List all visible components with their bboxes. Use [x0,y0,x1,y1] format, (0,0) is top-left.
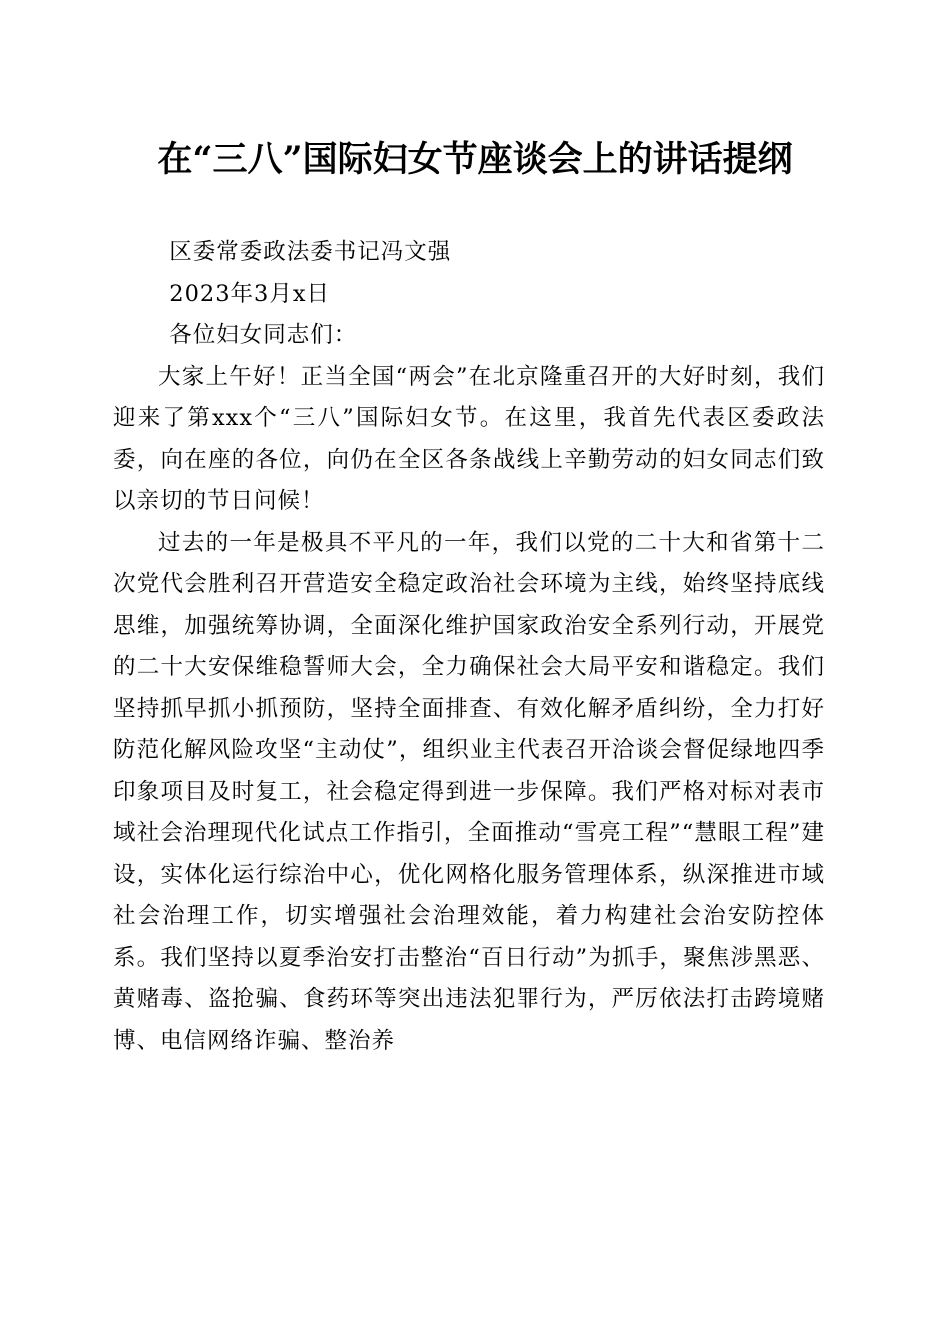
paragraph: 大家上午好！正当全国“两会”在北京隆重召开的大好时刻，我们迎来了第xxx个“三八”国际妇女节。在这里，我首先代表区委政法委，向在座的各位，向仍在全区各条战线上辛勤劳动的妇女同志们致以亲切的节日问候！ [113,363,825,514]
paragraph: 过去的一年是极具不平凡的一年，我们以党的二十大和省第十二次党代会胜利召开营造安全稳定政治社会环境为主线，始终坚持底线思维，加强统筹协调，全面深化维护国家政治安全系列行动，开展党的二十大安保维稳誓师大会，全力确保社会大局平安和谐稳定。我们坚持抓早抓小抓预防，坚持全面排查、有效化解矛盾纠纷，全力打好防范化解风险攻坚“主动仗”，组织业主代表召开洽谈会督促绿地四季印象项目及时复工，社会稳定得到进一步保障。我们严格对标对表市域社会治理现代化试点工作指引，全面推动“雪亮工程”“慧眼工程”建设，实体化运行综治中心，优化网格化服务管理体系，纵深推进市域社会治理工作，切实增强社会治理效能，着力构建社会治安防控体系。我们坚持以夏季治安打击整治“百日行动”为抓手，聚焦涉黑恶、黄赌毒、盗抢骗、食药环等突出违法犯罪行为，严厉依法打击跨境赌博、电信网络诈骗、整治养 [113,529,825,1054]
document-title: 在“三八”国际妇女节座谈会上的讲话提纲 [157,139,793,180]
document-body [113,232,825,1062]
author-line: 区委常委政法委书记冯文强 [169,239,452,265]
date-line: 2023年3月x日 [169,280,331,307]
salutation: 各位妇女同志们： [169,322,358,348]
